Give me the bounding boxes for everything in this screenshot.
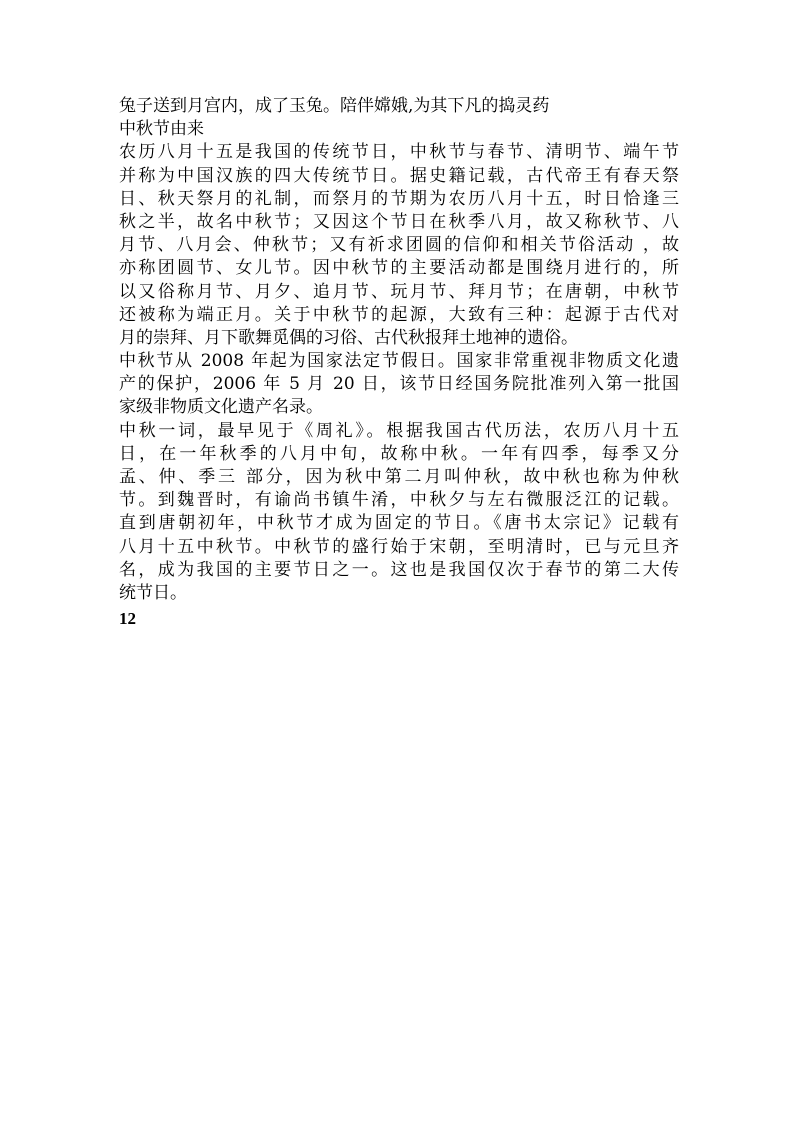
paragraph-line: 家级非物质文化遗产名录。 (119, 397, 323, 418)
paragraph-line: 中秋节从 2008 年起为国家法定节假日。国家非常重视非物质文化遗 (119, 351, 679, 372)
paragraph-line: 农历八月十五是我国的传统节日，中秋节与春节、清明节、端午节 (119, 142, 679, 163)
paragraph-line: 还被称为端正月。关于中秋节的起源，大致有三种：起源于古代对 (119, 304, 679, 325)
paragraph-line: 直到唐朝初年，中秋节才成为固定的节日。《唐书太宗记》记载有 (119, 513, 679, 534)
paragraph-line: 日，在一年秋季的八月中旬，故称中秋。一年有四季，每季又分 (119, 443, 679, 464)
section-heading: 中秋节由来 (119, 119, 204, 140)
paragraph-line: 统节日。 (119, 582, 187, 603)
paragraph-line: 名，成为我国的主要节日之一。这也是我国仅次于春节的第二大传 (119, 559, 679, 580)
paragraph-line: 八月十五中秋节。中秋节的盛行始于宋朝，至明清时，已与元旦齐 (119, 536, 679, 557)
paragraph-line: 月的崇拜、月下歌舞觅偶的习俗、古代秋报拜土地神的遗俗。 (119, 327, 578, 348)
paragraph-holiday (119, 350, 679, 420)
paragraph-origin (119, 141, 679, 350)
document-page (119, 95, 679, 630)
paragraph-line: 日、秋天祭月的礼制，而祭月的节期为农历八月十五，时日恰逢三 (119, 188, 679, 209)
paragraph-line: 月节、八月会、仲秋节；又有祈求团圆的信仰和相关节俗活动 ，故 (119, 235, 679, 256)
page-number: 12 (119, 609, 136, 629)
paragraph-line: 并称为中国汉族的四大传统节日。据史籍记载，古代帝王有春天祭 (119, 165, 679, 186)
paragraph-line: 产的保护，2006 年 5 月 20 日，该节日经国务院批准列入第一批国 (119, 374, 679, 395)
paragraph-line: 以又俗称月节、月夕、追月节、玩月节、拜月节；在唐朝，中秋节 (119, 281, 679, 302)
intro-line: 兔子送到月宫内，成了玉兔。陪伴嫦娥,为其下凡的捣灵药 (119, 96, 550, 116)
paragraph-line: 秋之半，故名中秋节；又因这个节日在秋季八月，故又称秋节、八 (119, 211, 679, 232)
paragraph-history (119, 420, 679, 606)
paragraph-line: 节。到魏晋时，有谕尚书镇牛淆，中秋夕与左右微服泛江的记载。 (119, 490, 679, 511)
paragraph-line: 亦称团圆节、女儿节。因中秋节的主要活动都是围绕月进行的，所 (119, 258, 679, 279)
paragraph-line: 孟、仲、季三 部分，因为秋中第二月叫仲秋，故中秋也称为仲秋 (119, 467, 679, 487)
paragraph-line: 中秋一词，最早见于《周礼》。根据我国古代历法，农历八月十五 (119, 420, 679, 441)
